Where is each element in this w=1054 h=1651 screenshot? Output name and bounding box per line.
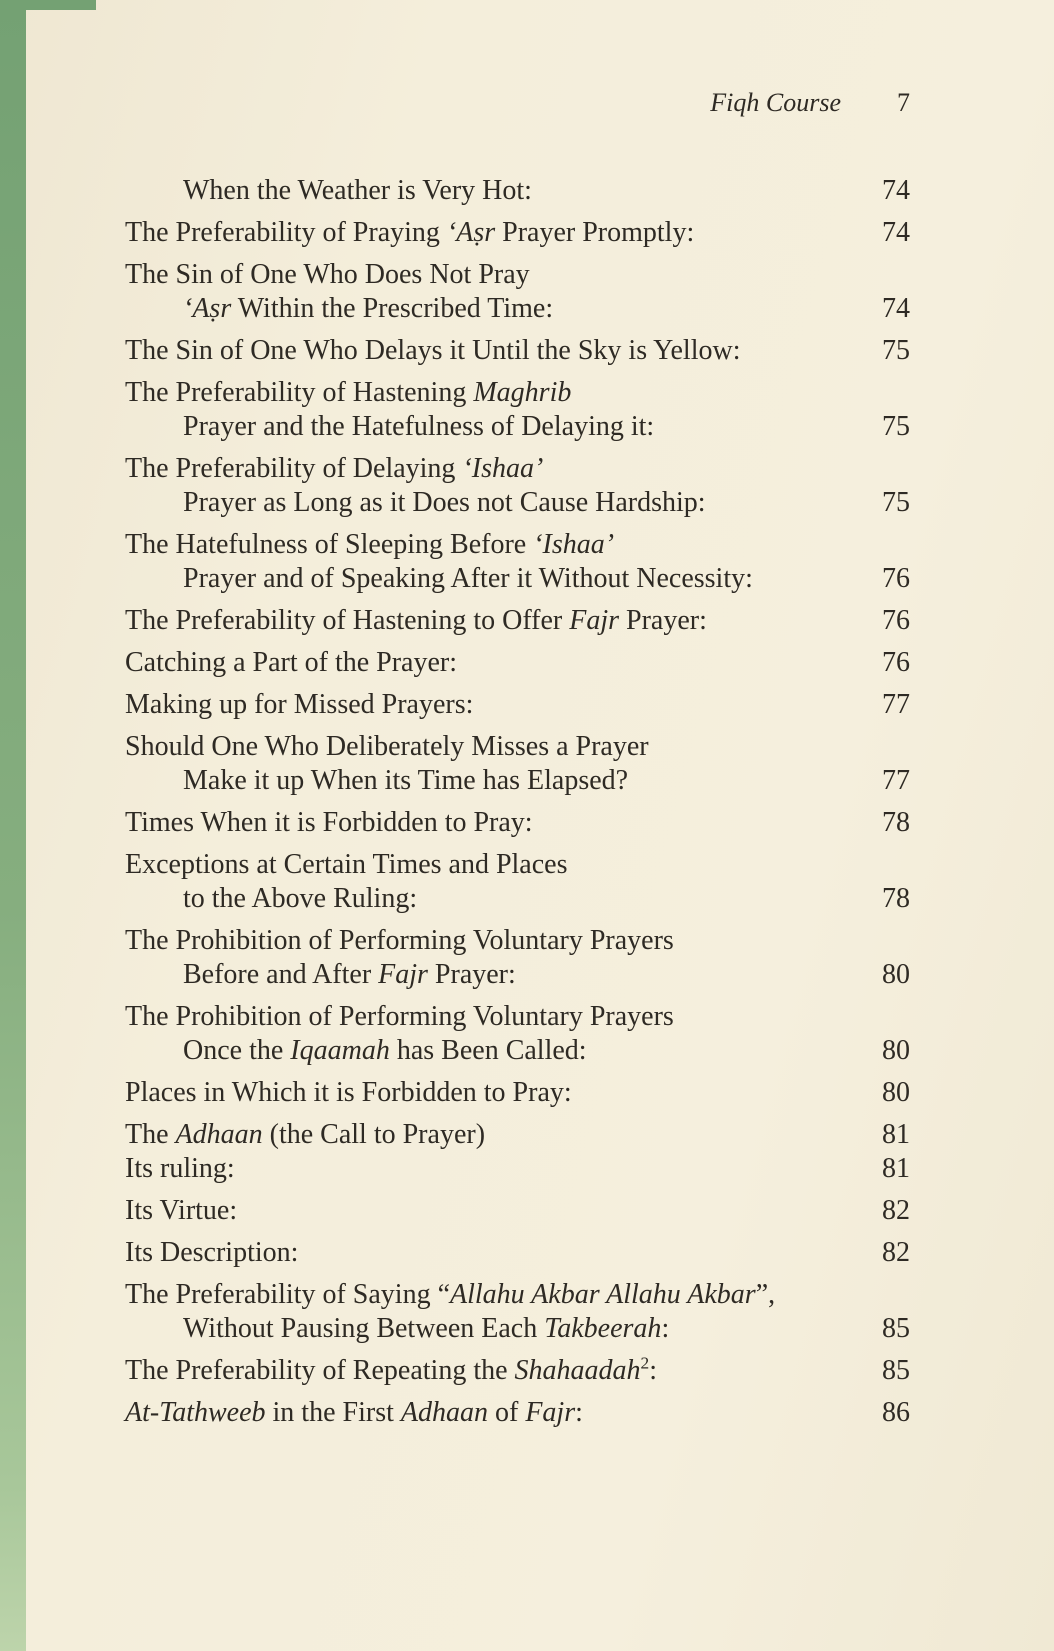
toc-entry-line bbox=[125, 764, 910, 798]
toc-page-ref: 76 bbox=[882, 605, 910, 636]
toc-entry-line bbox=[125, 1236, 910, 1270]
toc-text: Catching a Part of the Prayer: bbox=[125, 647, 458, 678]
toc-term-italic: Adhaan bbox=[175, 1119, 263, 1150]
toc-text: Make it up When its Time has Elapsed? bbox=[183, 765, 629, 796]
toc-page-ref: 77 bbox=[882, 689, 910, 720]
toc-entry bbox=[125, 646, 910, 680]
toc-entry bbox=[125, 1118, 910, 1152]
toc-text: has Been Called: bbox=[389, 1035, 587, 1066]
toc-entry-line bbox=[125, 806, 910, 840]
toc-text: ”, bbox=[755, 1279, 776, 1310]
table-of-contents bbox=[125, 174, 910, 1430]
toc-entry bbox=[125, 1236, 910, 1270]
toc-entry bbox=[125, 604, 910, 638]
toc-page-ref: 76 bbox=[882, 563, 910, 594]
toc-entry bbox=[125, 848, 910, 916]
toc-text: Its Description: bbox=[125, 1237, 299, 1268]
toc-text: When the Weather is Very Hot: bbox=[183, 175, 532, 206]
toc-term-italic: ‘Aṣr bbox=[446, 217, 496, 248]
toc-entry-line bbox=[125, 216, 910, 250]
toc-entry bbox=[125, 688, 910, 722]
toc-page-ref: 82 bbox=[882, 1237, 910, 1268]
toc-text: Prayer: bbox=[427, 959, 516, 990]
toc-entry-line bbox=[125, 646, 910, 680]
toc-entry-line bbox=[125, 1118, 910, 1152]
toc-text: The Prohibition of Performing Voluntary Prayers bbox=[125, 1001, 674, 1032]
toc-text: The Sin of One Who Delays it Until the Sky is Yellow: bbox=[125, 335, 741, 366]
toc-entry-line bbox=[125, 882, 910, 916]
toc-entry-line bbox=[125, 258, 910, 292]
toc-text: The bbox=[125, 1119, 176, 1150]
toc-text: Prayer Promptly: bbox=[495, 217, 695, 248]
toc-term-italic: Maghrib bbox=[473, 377, 572, 408]
toc-entry-line bbox=[125, 1034, 910, 1068]
toc-page-ref: 85 bbox=[882, 1355, 910, 1386]
toc-text: : bbox=[575, 1397, 583, 1428]
toc-text: : bbox=[649, 1355, 657, 1386]
toc-entry-line bbox=[125, 1152, 910, 1186]
toc-entry bbox=[125, 528, 910, 596]
toc-entry-line bbox=[125, 1354, 910, 1388]
toc-term-italic: Fajr bbox=[525, 1397, 576, 1428]
toc-entry bbox=[125, 1152, 910, 1186]
toc-entry-line bbox=[125, 562, 910, 596]
toc-text: Prayer and of Speaking After it Without Necessity: bbox=[183, 563, 753, 594]
toc-entry bbox=[125, 806, 910, 840]
toc-footnote-marker: 2 bbox=[640, 1353, 650, 1373]
toc-entry-line bbox=[125, 486, 910, 520]
toc-entry-line bbox=[125, 452, 910, 486]
toc-term-italic: Fajr bbox=[378, 959, 428, 990]
toc-term-italic: Takbeerah bbox=[544, 1313, 662, 1344]
toc-entry-line bbox=[125, 410, 910, 444]
toc-entry-line bbox=[125, 528, 910, 562]
toc-term-italic: Fajr bbox=[569, 605, 620, 636]
toc-entry-line bbox=[125, 1278, 910, 1312]
toc-text: Exceptions at Certain Times and Places bbox=[125, 849, 568, 880]
toc-text: Within the Prescribed Time: bbox=[231, 293, 554, 324]
toc-term-italic: At-Tathweeb bbox=[125, 1397, 266, 1428]
toc-entry-line bbox=[125, 1194, 910, 1228]
toc-entry bbox=[125, 1000, 910, 1068]
toc-text: of bbox=[487, 1397, 526, 1428]
toc-term-italic: Shahaadah bbox=[514, 1355, 641, 1386]
toc-entry-line bbox=[125, 1000, 910, 1034]
toc-text: The Preferability of Hastening to Offer bbox=[125, 605, 570, 636]
page-header bbox=[125, 88, 910, 118]
toc-entry bbox=[125, 1396, 910, 1430]
toc-text: The Preferability of Hastening bbox=[125, 377, 474, 408]
toc-entry-line bbox=[125, 292, 910, 326]
toc-entry bbox=[125, 1076, 910, 1110]
toc-term-italic: ‘Aṣr bbox=[183, 293, 232, 324]
toc-page-ref: 75 bbox=[882, 411, 910, 442]
toc-text: Without Pausing Between Each bbox=[183, 1313, 545, 1344]
toc-entry-line bbox=[125, 848, 910, 882]
page-content bbox=[125, 88, 910, 1438]
toc-entry-line bbox=[125, 604, 910, 638]
toc-entry-line bbox=[125, 688, 910, 722]
toc-page-ref: 81 bbox=[882, 1119, 910, 1150]
toc-page-ref: 76 bbox=[882, 647, 910, 678]
toc-term-italic: Iqaamah bbox=[290, 1035, 390, 1066]
toc-term-italic: ‘Ishaa’ bbox=[533, 529, 615, 560]
book-cover-edge-left bbox=[0, 0, 26, 1651]
toc-text: Once the bbox=[183, 1035, 291, 1066]
toc-text: The Preferability of Saying “ bbox=[125, 1279, 451, 1310]
toc-page-ref: 78 bbox=[882, 883, 910, 914]
toc-text: The Preferability of Repeating the bbox=[125, 1355, 515, 1386]
toc-entry-line bbox=[125, 1396, 910, 1430]
toc-page-ref: 80 bbox=[882, 1077, 910, 1108]
toc-text: Prayer as Long as it Does not Cause Hardship: bbox=[183, 487, 706, 518]
toc-page-ref: 80 bbox=[882, 1035, 910, 1066]
toc-entry-line bbox=[125, 376, 910, 410]
toc-entry bbox=[125, 924, 910, 992]
toc-text: The Preferability of Praying bbox=[125, 217, 447, 248]
toc-entry bbox=[125, 258, 910, 326]
toc-text: The Sin of One Who Does Not Pray bbox=[125, 259, 530, 290]
toc-entry bbox=[125, 1194, 910, 1228]
toc-entry-line bbox=[125, 1312, 910, 1346]
toc-entry bbox=[125, 452, 910, 520]
running-title: Fiqh Course bbox=[710, 88, 841, 117]
toc-text: (the Call to Prayer) bbox=[262, 1119, 486, 1150]
toc-entry-line bbox=[125, 730, 910, 764]
toc-text: Before and After bbox=[183, 959, 379, 990]
toc-text: The Hatefulness of Sleeping Before bbox=[125, 529, 534, 560]
toc-term-italic: Allahu Akbar Allahu Akbar bbox=[450, 1279, 756, 1310]
toc-text: Places in Which it is Forbidden to Pray: bbox=[125, 1077, 572, 1108]
toc-text: Its Virtue: bbox=[125, 1195, 238, 1226]
toc-entry-line bbox=[125, 924, 910, 958]
toc-entry-line bbox=[125, 1076, 910, 1110]
toc-page-ref: 75 bbox=[882, 487, 910, 518]
toc-page-ref: 74 bbox=[882, 175, 910, 206]
toc-page-ref: 78 bbox=[882, 807, 910, 838]
toc-text: Should One Who Deliberately Misses a Prayer bbox=[125, 731, 649, 762]
toc-entry bbox=[125, 216, 910, 250]
toc-page-ref: 80 bbox=[882, 959, 910, 990]
toc-page-ref: 81 bbox=[882, 1153, 910, 1184]
toc-text: Times When it is Forbidden to Pray: bbox=[125, 807, 533, 838]
toc-page-ref: 82 bbox=[882, 1195, 910, 1226]
toc-text: Making up for Missed Prayers: bbox=[125, 689, 474, 720]
page-number: 7 bbox=[897, 88, 910, 117]
toc-text: in the First bbox=[265, 1397, 401, 1428]
toc-term-italic: Adhaan bbox=[400, 1397, 488, 1428]
toc-entry bbox=[125, 334, 910, 368]
toc-page-ref: 74 bbox=[882, 293, 910, 324]
toc-text: : bbox=[661, 1313, 670, 1344]
toc-entry-line bbox=[125, 334, 910, 368]
toc-entry-line bbox=[125, 174, 910, 208]
toc-page-ref: 86 bbox=[882, 1397, 910, 1428]
toc-page-ref: 74 bbox=[882, 217, 910, 248]
toc-entry-line bbox=[125, 958, 910, 992]
toc-text: The Prohibition of Performing Voluntary Prayers bbox=[125, 925, 674, 956]
toc-text: Prayer: bbox=[619, 605, 707, 636]
toc-entry bbox=[125, 1278, 910, 1346]
toc-text: Prayer and the Hatefulness of Delaying it: bbox=[183, 411, 655, 442]
toc-entry bbox=[125, 730, 910, 798]
toc-term-italic: ‘Ishaa’ bbox=[462, 453, 544, 484]
toc-entry bbox=[125, 1354, 910, 1388]
toc-entry bbox=[125, 174, 910, 208]
book-cover-edge-top bbox=[0, 0, 96, 10]
toc-entry bbox=[125, 376, 910, 444]
toc-text: The Preferability of Delaying bbox=[125, 453, 463, 484]
toc-page-ref: 85 bbox=[882, 1313, 910, 1344]
toc-page-ref: 75 bbox=[882, 335, 910, 366]
toc-page-ref: 77 bbox=[882, 765, 910, 796]
toc-text: to the Above Ruling: bbox=[183, 883, 418, 914]
toc-text: Its ruling: bbox=[125, 1153, 235, 1184]
